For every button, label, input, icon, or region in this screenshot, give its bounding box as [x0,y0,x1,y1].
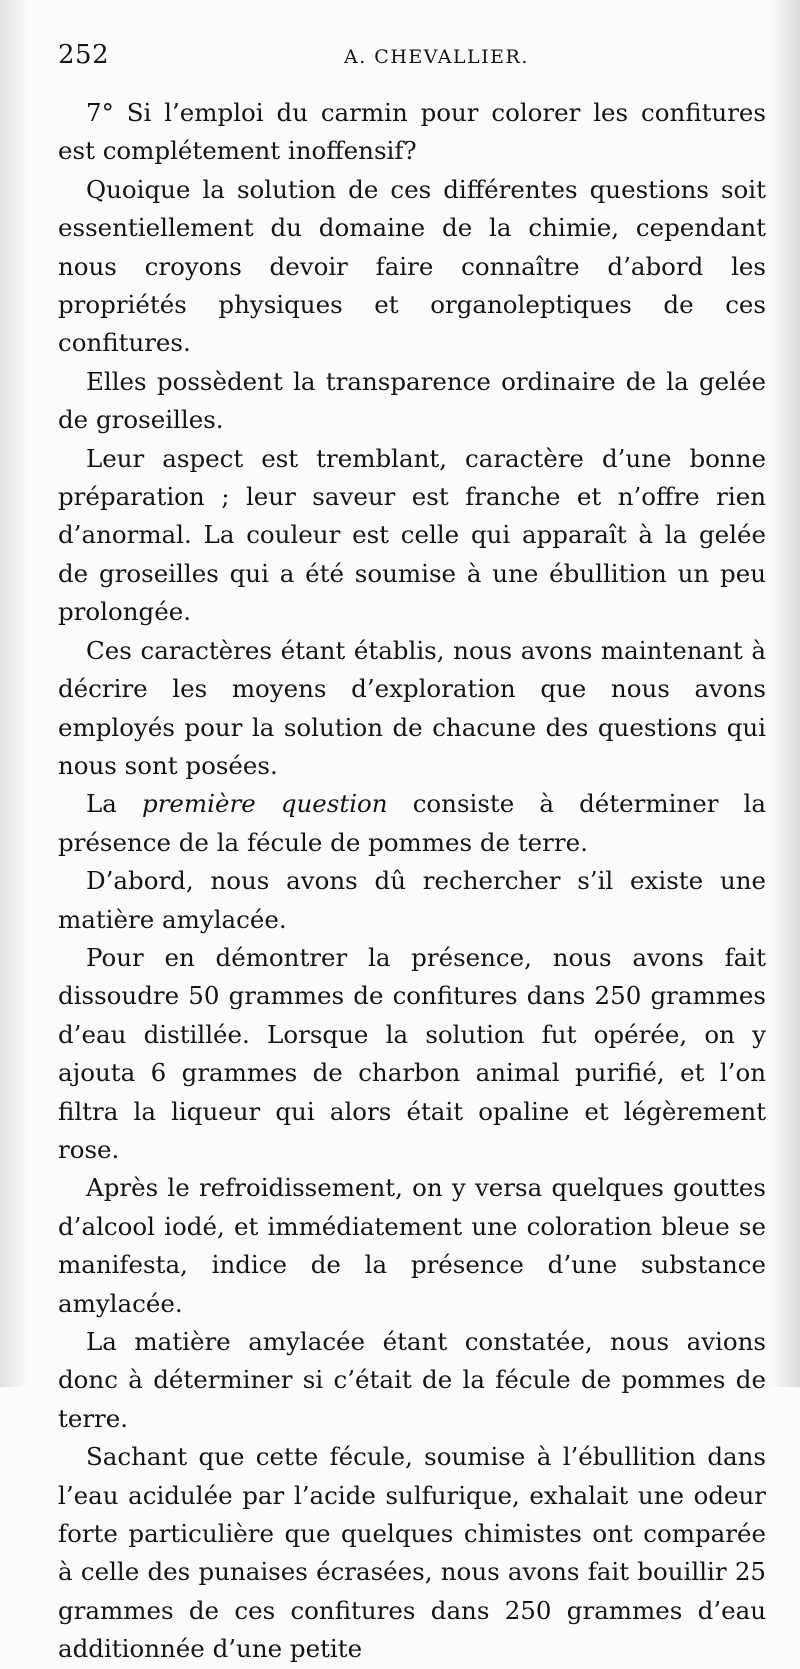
paragraph-question-7: 7° Si l’emploi du carmin pour colorer les confitures est complétement inoffensif? [58,98,766,166]
paragraph-aspect: Leur aspect est tremblant, caractère d’une bonne préparation ; leur saveur est franche et n’offre rien d’anormal. La couleur est celle qui apparaît à la gelée de groseilles qui a été soumise à une ébullition un peu prolongée. [58,443,766,627]
paragraph-matiere-amylacee: D’abord, nous avons dû rechercher s’il existe une matière amylacée. [58,866,766,934]
page-header [58,40,770,80]
paragraph-premiere-question [58,785,766,862]
paragraph-dissoudre: Pour en démontrer la présence, nous avons fait dissoudre 50 grammes de confitures dans 250 grammes d’eau distillée. Lorsque la solution fut opérée, on y ajouta 6 grammes de charbon animal purifié, et l’on filtra la liqueur qui alors était opaline et légèrement rose. [58,942,766,1164]
paragraph-premiere-question-start: La [86,789,143,819]
paragraph-intro: Quoique la solution de ces différentes questions soit essentiellement du domaine de la chimie, cependant nous croyons devoir faire connaître d’abord les propriétés physiques et organoleptiques de ces confitures. [58,174,766,358]
emphasis-premiere-question: première question [142,789,388,819]
paragraph-premiere-question-end: consiste à déterminer la présence de la fécule de pommes de terre. [58,789,766,857]
running-head: A. CHEVALLIER. [344,46,529,68]
page-number: 252 [58,40,110,70]
paragraph-refroidissement: Après le refroidissement, on y versa quelques gouttes d’alcool iodé, et immédiatement une coloration bleue se manifesta, indice de la présence d’une substance amylacée. [58,1173,766,1318]
paragraph-caracteres: Ces caractères étant établis, nous avons maintenant à décrire les moyens d’exploration que nous avons employés pour la solution de chacune des questions qui nous sont posées. [58,635,766,780]
body-text [58,94,766,1669]
paragraph-fecule: Sachant que cette fécule, soumise à l’ébullition dans l’eau acidulée par l’acide sulfurique, exhalait une odeur forte particulière que quelques chimistes ont comparée à celle des punaises écrasées, nous avons fait bouillir 25 grammes de ces confitures dans 250 grammes d’eau additionnée d’une petite [58,1442,766,1664]
paragraph-transparence: Elles possèdent la transparence ordinaire de la gelée de groseilles. [58,366,766,435]
paragraph-constatee: La matière amylacée étant constatée, nous avions donc à déterminer si c’était de la fécule de pommes de terre. [58,1327,766,1433]
